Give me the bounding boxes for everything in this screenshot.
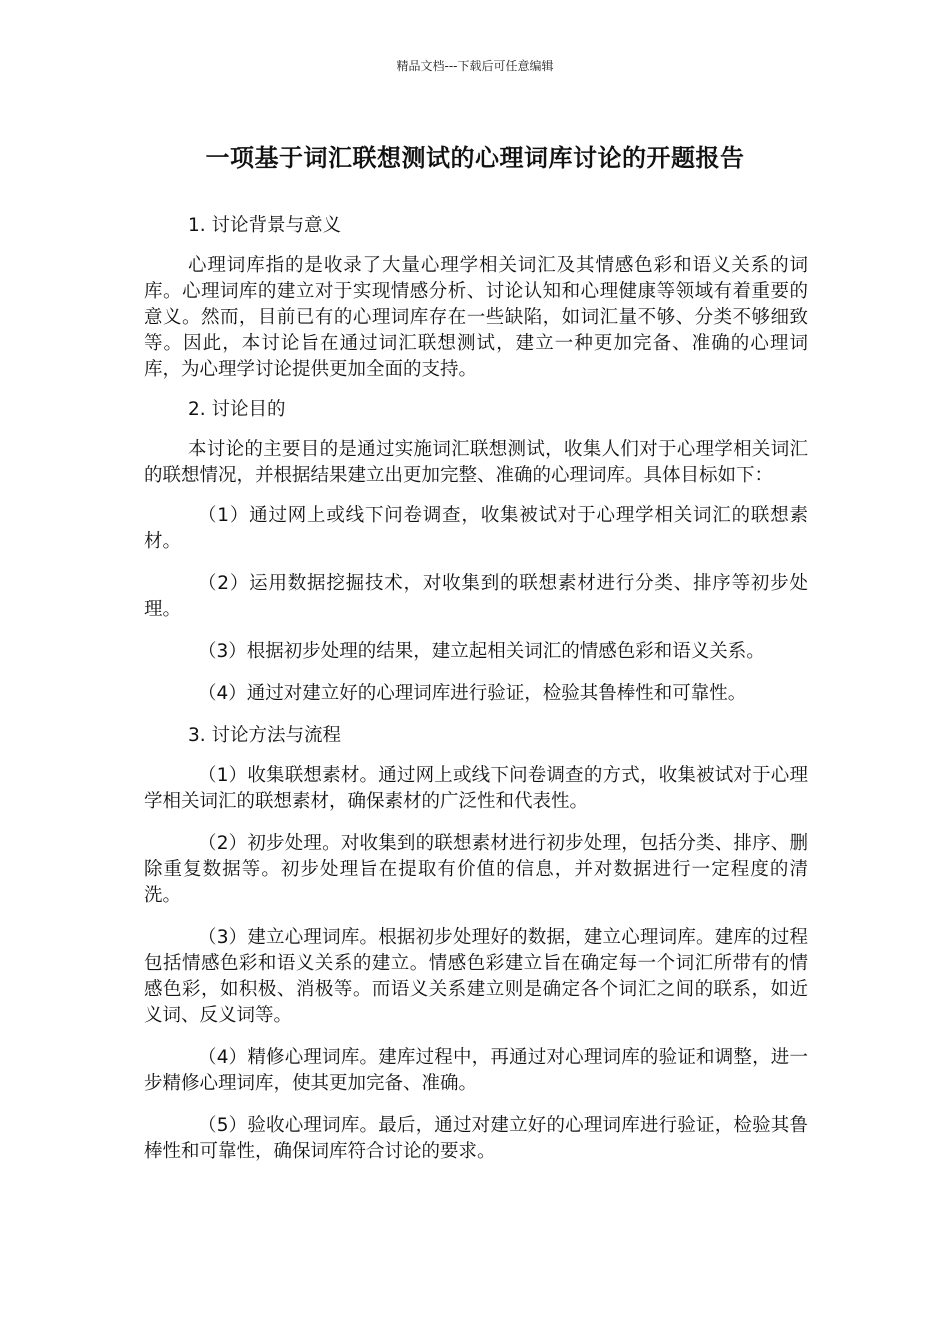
section-heading: 2. 讨论目的 [188, 399, 286, 420]
list-item: （3）根据初步处理的结果，建立起相关词汇的情感色彩和语义关系。 [198, 641, 765, 662]
list-item: （5）验收心理词库。最后，通过对建立好的心理词库进行验证，检验其鲁棒性和可靠性，确保词库符合讨论的要求。 [144, 1115, 808, 1162]
section-heading: 1. 讨论背景与意义 [188, 215, 342, 236]
body-paragraph: 本讨论的主要目的是通过实施词汇联想测试，收集人们对于心理学相关词汇的联想情况，并根据结果建立出更加完整、准确的心理词库。具体目标如下： [144, 439, 808, 486]
list-item: （1）收集联想素材。通过网上或线下问卷调查的方式，收集被试对于心理学相关词汇的联想素材，确保素材的广泛性和代表性。 [144, 765, 808, 812]
document-body [144, 213, 808, 1181]
page-header: 精品文档---下载后可任意编辑 [396, 59, 554, 73]
list-item: （1）通过网上或线下问卷调查，收集被试对于心理学相关词汇的联想素材。 [144, 505, 808, 552]
list-item: （4）通过对建立好的心理词库进行验证，检验其鲁棒性和可靠性。 [198, 683, 747, 704]
list-item: （2）运用数据挖掘技术，对收集到的联想素材进行分类、排序等初步处理。 [144, 573, 808, 620]
list-item: （3）建立心理词库。根据初步处理好的数据，建立心理词库。建库的过程包括情感色彩和语义关系的建立。情感色彩建立旨在确定每一个词汇所带有的情感色彩，如积极、消极等。而语义关系建立则是确定各个词汇之间的联系，如近义词、反义词等。 [144, 927, 808, 1026]
list-item: （4）精修心理词库。建库过程中，再通过对心理词库的验证和调整，进一步精修心理词库，使其更加完备、准确。 [144, 1047, 808, 1094]
body-paragraph: 心理词库指的是收录了大量心理学相关词汇及其情感色彩和语义关系的词库。心理词库的建立对于实现情感分析、讨论认知和心理健康等领域有着重要的意义。然而，目前已有的心理词库存在一些缺陷，如词汇量不够、分类不够细致等。因此，本讨论旨在通过词汇联想测试，建立一种更加完备、准确的心理词库，为心理学讨论提供更加全面的支持。 [144, 255, 808, 380]
section-heading: 3. 讨论方法与流程 [188, 725, 342, 746]
document-title: 一项基于词汇联想测试的心理词库讨论的开题报告 [205, 144, 745, 172]
list-item: （2）初步处理。对收集到的联想素材进行初步处理，包括分类、排序、删除重复数据等。初步处理旨在提取有价值的信息，并对数据进行一定程度的清洗。 [144, 833, 808, 906]
